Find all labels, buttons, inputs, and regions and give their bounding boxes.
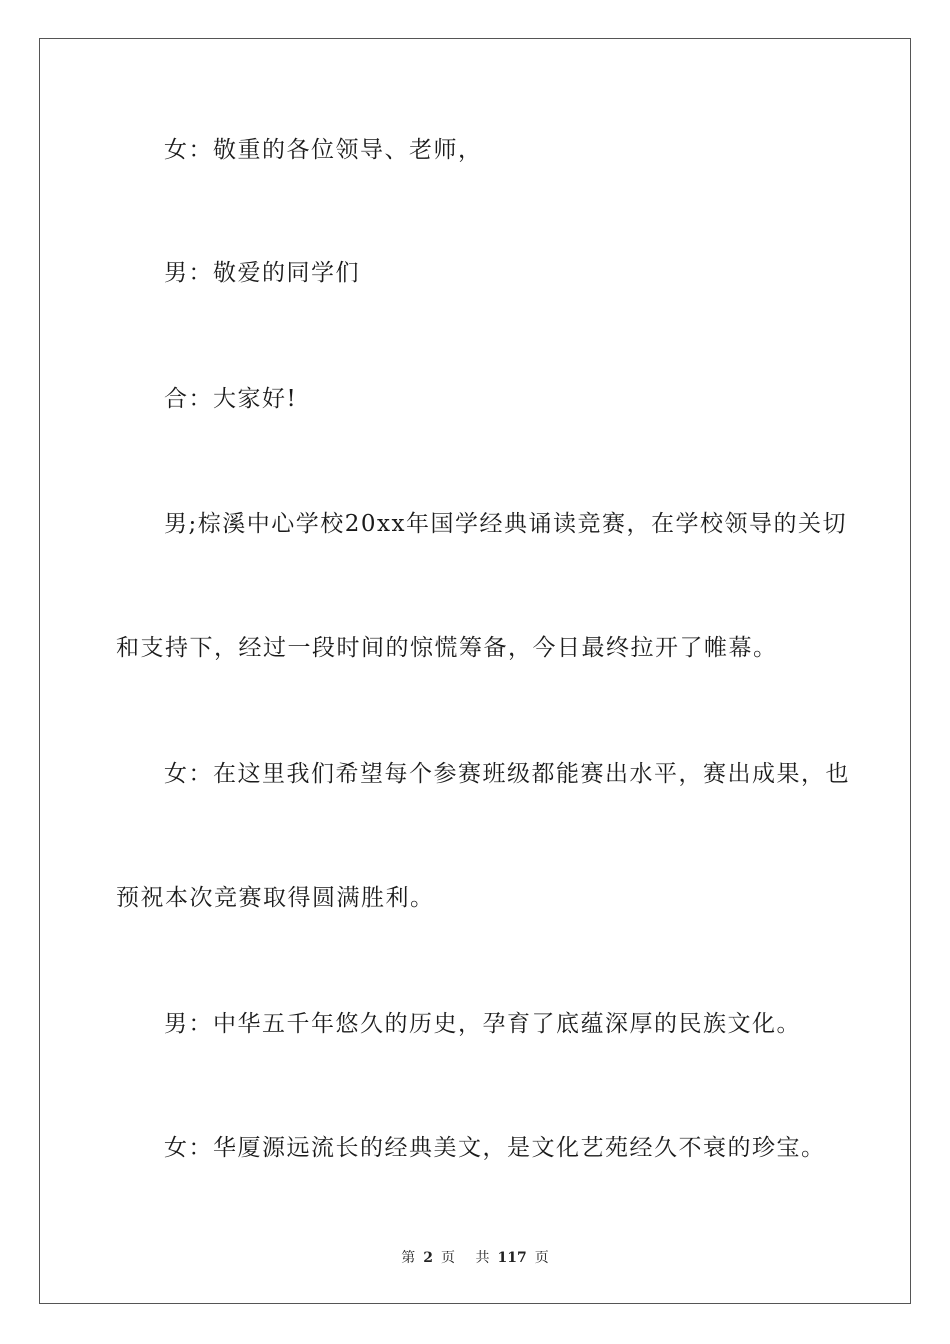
paragraph-line: 女：华厦源远流长的经典美文，是文化艺苑经久不衰的珍宝。 — [164, 1135, 826, 1161]
page-prefix: 第 — [401, 1250, 416, 1266]
paragraph-line: 男：中华五千年悠久的历史，孕育了底蕴深厚的民族文化。 — [164, 1011, 801, 1037]
paragraph-line: 和支持下，经过一段时间的惊慌筹备，今日最终拉开了帷幕。 — [116, 635, 778, 661]
total-prefix: 共 — [475, 1250, 490, 1266]
paragraph-line: 男;棕溪中心学校20xx年国学经典诵读竞赛，在学校领导的关切 — [164, 511, 847, 537]
paragraph-line: 合：大家好! — [164, 386, 298, 412]
page-footer — [0, 1248, 950, 1268]
paragraph-line: 预祝本次竞赛取得圆满胜利。 — [116, 885, 435, 911]
total-indicator — [471, 1250, 552, 1266]
page-indicator — [397, 1250, 459, 1266]
page-border — [39, 38, 911, 1304]
total-pages: 117 — [497, 1250, 527, 1266]
paragraph-line: 女：在这里我们希望每个参赛班级都能赛出水平，赛出成果，也 — [164, 761, 850, 787]
page-number: 2 — [423, 1250, 434, 1266]
paragraph-line: 女：敬重的各位领导、老师， — [164, 137, 483, 163]
total-suffix: 页 — [534, 1250, 549, 1266]
page-suffix: 页 — [441, 1250, 456, 1266]
paragraph-line: 男：敬爱的同学们 — [164, 260, 360, 286]
